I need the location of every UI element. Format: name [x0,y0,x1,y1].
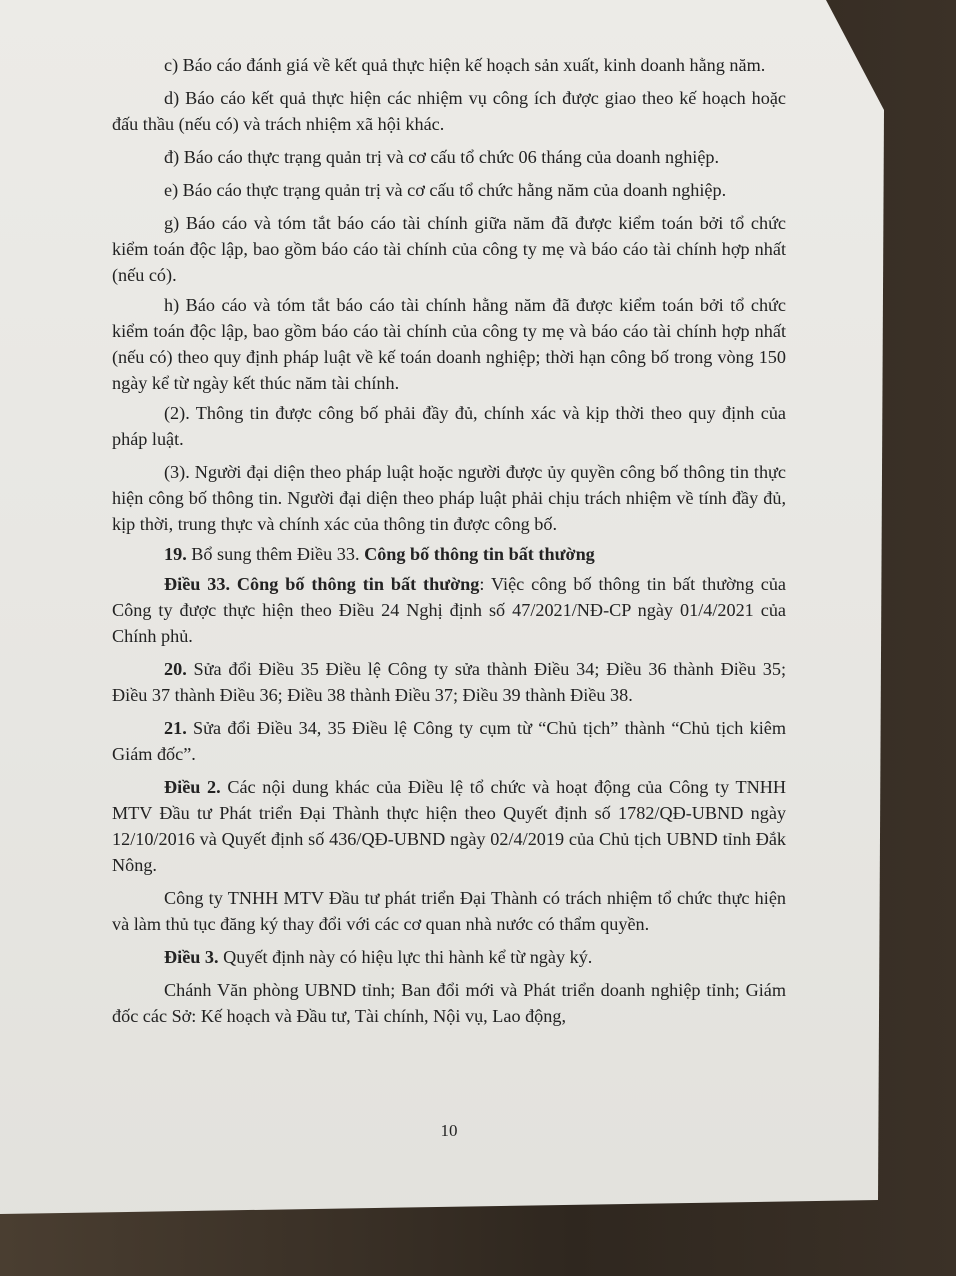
paragraph-e: e) Báo cáo thực trạng quản trị và cơ cấu tổ chức hằng năm của doanh nghiệp. [164,180,727,200]
paragraph-clause-2: (2). Thông tin được công bố phải đầy đủ, chính xác và kịp thời theo quy định của pháp luật. [112,403,786,449]
paragraph-dd: đ) Báo cáo thực trạng quản trị và cơ cấu tổ chức 06 tháng của doanh nghiệp. [164,147,720,167]
paragraph-h: h) Báo cáo và tóm tắt báo cáo tài chính hằng năm đã được kiểm toán bởi tổ chức kiểm toán độc lập, bao gồm báo cáo tài chính của công ty mẹ và báo cáo tài chính hợp nhất (nếu có) theo quy định pháp luật về kế toán doanh nghiệp; thời hạn công bố trong vòng 150 ngày kể từ ngày kết thúc năm tài chính. [112,295,786,393]
item-20: 20. Sửa đổi Điều 35 Điều lệ Công ty sửa thành Điều 34; Điều 36 thành Điều 35; Điều 37 thành Điều 36; Điều 38 thành Điều 37; Điều 39 thành Điều 38. [112,659,786,705]
item-19: 19. Bổ sung thêm Điều 33. Công bố thông tin bất thường [164,544,595,564]
item-21: 21. Sửa đổi Điều 34, 35 Điều lệ Công ty cụm từ “Chủ tịch” thành “Chủ tịch kiêm Giám đốc”. [112,718,786,764]
paragraph-clause-3: (3). Người đại diện theo pháp luật hoặc người được ủy quyền công bố thông tin thực hiện công bố thông tin. Người đại diện theo pháp luật phải chịu trách nhiệm về tính đầy đủ, kịp thời, trung thực và chính xác của thông tin được công bố. [112,462,786,534]
recipients-paragraph: Chánh Văn phòng UBND tỉnh; Ban đổi mới và Phát triển doanh nghiệp tỉnh; Giám đốc các Sở: Kế hoạch và Đầu tư, Tài chính, Nội vụ, Lao động, [112,980,786,1026]
paragraph-g: g) Báo cáo và tóm tắt báo cáo tài chính giữa năm đã được kiểm toán bởi tổ chức kiểm toán độc lập, bao gồm báo cáo tài chính của công ty mẹ và báo cáo tài chính hợp nhất (nếu có). [112,213,786,285]
page-number: 10 [440,1121,458,1140]
article-33: Điều 33. Công bố thông tin bất thường: Việc công bố thông tin bất thường của Công ty được thực hiện theo Điều 24 Nghị định số 47/2021/NĐ-CP ngày 01/4/2021 của Chính phủ. [112,574,786,646]
paragraph-d: d) Báo cáo kết quả thực hiện các nhiệm vụ công ích được giao theo kế hoạch hoặc đấu thầu (nếu có) và trách nhiệm xã hội khác. [112,88,786,134]
company-responsibility: Công ty TNHH MTV Đầu tư phát triển Đại Thành có trách nhiệm tổ chức thực hiện và làm thủ tục đăng ký thay đổi với các cơ quan nhà nước có thẩm quyền. [112,888,786,934]
article-2: Điều 2. Các nội dung khác của Điều lệ tổ chức và hoạt động của Công ty TNHH MTV Đầu tư Phát triển Đại Thành thực hiện theo Quyết định số 1782/QĐ-UBND ngày 12/10/2016 và Quyết định số 436/QĐ-UBND ngày 02/4/2019 của Chủ tịch UBND tỉnh Đắk Nông. [112,777,787,875]
document-page [112,52,787,1140]
article-3: Điều 3. Quyết định này có hiệu lực thi hành kể từ ngày ký. [164,947,593,967]
paragraph-c: c) Báo cáo đánh giá về kết quả thực hiện kế hoạch sản xuất, kinh doanh hằng năm. [164,55,766,75]
